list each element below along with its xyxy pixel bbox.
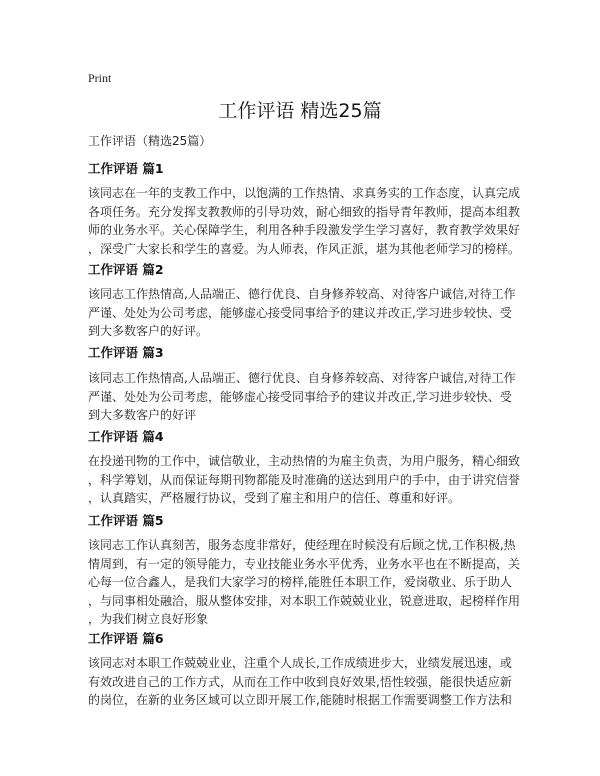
section-heading: 工作评语 篇5 [88, 513, 164, 528]
paragraph-line: 该同志工作认真刻苦，服务态度非常好，使经理在时候没有后顾之忧,工作积极,热 [88, 538, 516, 552]
section-heading: 工作评语 篇6 [88, 631, 164, 646]
paragraph-line: ，为我们树立良好形象 [88, 612, 209, 626]
section-paragraph [88, 654, 518, 710]
paragraph-line: 该同志工作热情高,人品端正、德行优良、自身修养较高、对待客户诚信,对待工作 [88, 287, 516, 301]
paragraph-line: 师的业务水平。关心保障学生，利用各种手段激发学生学习喜好，教育教学效果好 [88, 223, 521, 237]
paragraph-line: ，深受广大家长和学生的喜爱。为人师表，作风正派，堪为其他老师学习的榜样。 [88, 241, 521, 256]
print-link[interactable]: Print [88, 71, 112, 85]
paragraph-line: 该同志工作热情高,人品端正、德行优良、自身修养较高、对待客户诚信,对待工作 [88, 371, 516, 385]
paragraph-line: 严谨、处处为公司考虑，能够虚心接受同事给予的建议并改正,学习进步较快、受 [88, 389, 512, 404]
section-heading: 工作评语 篇2 [88, 262, 164, 277]
paragraph-line: 该同志对本职工作兢兢业业，注重个人成长,工作成绩进步大，业绩发展迅速，或 [88, 656, 512, 670]
paragraph-line: 的岗位，在新的业务区域可以立即开展工作,能随时根据工作需要调整工作方法和 [88, 693, 512, 707]
section-heading: 工作评语 篇1 [88, 161, 164, 176]
document-subtitle: 工作评语（精选25篇） [88, 134, 212, 148]
paragraph-line: 情周到，有一定的领导能力，专业技能业务水平优秀，业务水平也在不断提高，关 [88, 556, 521, 571]
section-paragraph [88, 536, 521, 629]
paragraph-line: 该同志在一年的支教工作中，以饱满的工作热情、求真务实的工作态度，认真完成 [88, 186, 521, 200]
paragraph-line: 在投递刊物的工作中，诚信敬业，主动热情的为雇主负责，为用户服务，精心细致 [88, 454, 521, 468]
paragraph-line: ，科学筹划，从而保证每期刊物都能及时准确的送达到用户的手中，由于讲究信誉 [88, 472, 521, 487]
paragraph-line: ，与同事相处融洽，服从整体安排，对本职工作兢兢业业，锐意进取，起榜样作用 [88, 593, 521, 608]
section-paragraph [88, 369, 518, 425]
paragraph-line: 有效改进自己的工作方式，从而在工作中收到良好效果,悟性较强，能很快适应新 [88, 674, 512, 689]
paragraph-line: 严谨、处处为公司考虑，能够虚心接受同事给予的建议并改正,学习进步较快、受 [88, 305, 512, 320]
paragraph-line: 各项任务。充分发挥支教教师的引导功效，耐心细致的指导青年教师，提高本组教 [88, 204, 521, 219]
section-paragraph [88, 184, 521, 258]
paragraph-line: 到大多数客户的好评。 [88, 324, 209, 338]
section-heading: 工作评语 篇4 [88, 429, 164, 444]
page-title: 工作评语 精选25篇 [218, 100, 382, 122]
paragraph-line: 到大多数客户的好评 [88, 408, 197, 422]
section-paragraph [88, 452, 521, 508]
section-heading: 工作评语 篇3 [88, 345, 164, 360]
paragraph-line: 心每一位合鑫人，是我们大家学习的榜样,能胜任本职工作，爱岗敬业、乐于助人 [88, 575, 512, 589]
paragraph-line: ，认真踏实，严格履行协议，受到了雇主和用户的信任、尊重和好评。 [88, 491, 461, 505]
section-paragraph [88, 285, 518, 341]
